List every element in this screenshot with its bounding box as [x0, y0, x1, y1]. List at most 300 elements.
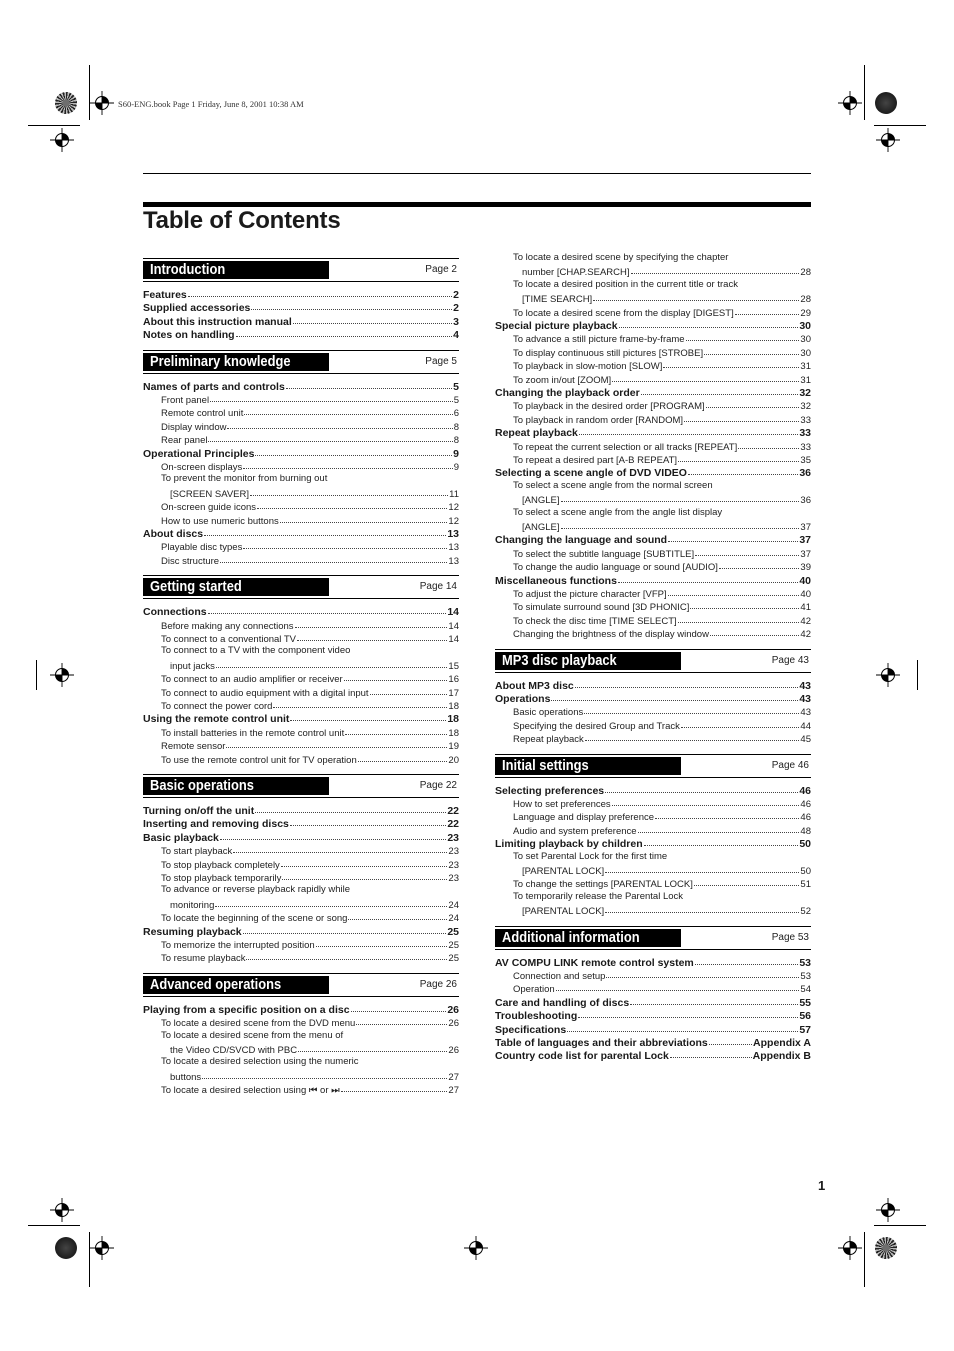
registration-crosshair-icon: [50, 663, 74, 687]
toc-entry-label: AV COMPU LINK remote control system: [495, 956, 694, 969]
toc-entry-label: About discs: [143, 528, 204, 540]
section-header: [143, 575, 459, 599]
dot-leader: [316, 936, 448, 947]
toc-entry-page: 32: [800, 401, 811, 413]
dot-leader: [290, 815, 446, 826]
dot-leader: [690, 598, 799, 609]
toc-entry-label: To playback in slow-motion [SLOW]: [513, 361, 663, 373]
dot-leader: [282, 869, 447, 880]
toc-entry: [161, 752, 459, 766]
dot-leader: [295, 617, 448, 628]
dot-leader: [210, 391, 453, 402]
toc-entry-label: Operational Principles: [143, 447, 255, 460]
dot-leader: [670, 1047, 752, 1058]
dot-leader: [286, 378, 452, 389]
toc-entry-page: 53: [800, 971, 811, 982]
toc-entry: [522, 264, 811, 278]
dot-leader: [220, 552, 447, 563]
toc-entry-page: 37: [800, 548, 811, 560]
dot-leader: [220, 829, 446, 840]
toc-entry-page: 29: [800, 307, 811, 319]
dot-leader: [655, 808, 799, 819]
crop-line: [28, 125, 80, 126]
dot-leader: [605, 862, 799, 873]
dot-leader: [668, 585, 800, 596]
dot-leader: [709, 1034, 752, 1045]
toc-entry: [513, 876, 811, 890]
dot-leader: [584, 703, 799, 714]
toc-entry-label: To resume playback: [161, 953, 246, 965]
toc-entry-page: 19: [448, 741, 459, 753]
toc-entry: [495, 836, 811, 850]
toc-entry: [161, 631, 459, 645]
toc-entry-label: To stop playback completely: [161, 859, 280, 871]
toc-entry-label: Supplied accessories: [143, 302, 251, 315]
toc-entry-page: 40: [799, 574, 811, 587]
section-title-box: [495, 652, 681, 670]
dot-leader: [243, 538, 447, 549]
dot-leader: [688, 464, 798, 475]
toc-entry-page: 41: [800, 602, 811, 614]
registration-crosshair-icon: [464, 1236, 488, 1260]
dot-leader: [345, 724, 447, 735]
toc-entry-label: To zoom in/out [ZOOM]: [513, 374, 612, 386]
toc-entry-page: 9: [453, 462, 459, 473]
toc-entry-label: Features: [143, 289, 187, 301]
section-title: Introduction: [150, 261, 226, 278]
toc-entry-label: number [CHAP.SEARCH]: [522, 267, 630, 279]
toc-entry-label: To memorize the interrupted position: [161, 940, 315, 951]
dot-leader: [612, 371, 799, 382]
toc-entry-page: 30: [800, 347, 811, 359]
toc-entry-label: Limiting playback by children: [495, 838, 643, 851]
section-header: [143, 350, 459, 374]
toc-entry-page: 36: [800, 495, 811, 507]
toc-entry-label: Remote control unit: [161, 408, 244, 420]
section-title-box: [143, 578, 329, 596]
crop-line: [89, 1232, 90, 1287]
toc-entry-label: Repeat playback: [513, 734, 584, 746]
dot-leader: [246, 949, 447, 960]
dot-leader: [202, 1068, 447, 1079]
toc-entry: [495, 465, 811, 479]
toc-entry-page: 12: [448, 502, 459, 514]
toc-entry: [513, 626, 811, 640]
toc-entry-label: About this instruction manual: [143, 315, 292, 328]
dot-leader: [719, 558, 800, 569]
toc-entry-label: To locate a desired selection using the numeric: [161, 1056, 359, 1068]
toc-entry: [161, 1082, 459, 1096]
dot-leader: [243, 458, 452, 469]
dot-leader: [290, 710, 446, 721]
dot-leader: [208, 431, 452, 442]
toc-entry-page: 31: [800, 361, 811, 373]
toc-entry-page: 42: [800, 629, 811, 641]
toc-entry-page: 44: [800, 720, 811, 732]
toc-entry-page: 57: [799, 1023, 811, 1036]
toc-entry-page: 17: [448, 687, 459, 699]
dot-leader: [578, 1007, 798, 1018]
toc-entry-page: 52: [800, 906, 811, 918]
dot-leader: [668, 531, 798, 542]
section-start-page: Page 5: [425, 355, 457, 367]
toc-entry-page: 27: [448, 1071, 459, 1083]
toc-entry-label: monitoring: [170, 899, 215, 911]
dot-leader: [250, 485, 448, 496]
dot-leader: [255, 445, 452, 456]
toc-entry-label: Repeat playback: [495, 427, 578, 440]
dot-leader: [273, 697, 447, 708]
section-title-box: [143, 261, 329, 279]
toc-entry-page: 46: [800, 812, 811, 824]
dot-leader: [606, 967, 799, 978]
dot-leader: [605, 902, 799, 913]
toc-entry-label: How to set preferences: [513, 799, 611, 810]
toc-entry: [161, 553, 459, 567]
registration-crosshair-icon: [50, 128, 74, 152]
toc-entry-label: Specifying the desired Group and Track: [513, 720, 680, 732]
toc-entry-label: input jacks: [170, 660, 215, 672]
color-calibration-disc-icon: [875, 1237, 897, 1259]
toc-entry-page: 4: [453, 329, 459, 342]
registration-crosshair-icon: [876, 663, 900, 687]
toc-entry-label: To advance a still picture frame-by-frame: [513, 334, 685, 346]
crop-line: [36, 660, 37, 690]
toc-entry-page: 56: [799, 1010, 811, 1023]
toc-entry-page: 39: [800, 562, 811, 574]
section-header: [143, 258, 459, 282]
toc-entry: [495, 1035, 811, 1049]
dot-leader: [236, 326, 453, 337]
toc-entry-label: To locate the beginning of the scene or song: [161, 913, 348, 925]
section-header: [143, 774, 459, 798]
toc-entry-label: Table of languages and their abbreviations: [495, 1037, 708, 1049]
dot-leader: [561, 491, 800, 502]
toc-entry: [522, 492, 811, 506]
toc-entry: [170, 1042, 459, 1056]
dot-leader: [351, 1001, 447, 1012]
dot-leader: [293, 313, 452, 324]
toc-entry-page: 25: [448, 953, 459, 965]
crop-line: [917, 660, 918, 690]
toc-entry-page: 51: [800, 879, 811, 891]
dot-leader: [681, 717, 800, 728]
toc-entry-label: To change the settings [PARENTAL LOCK]: [513, 879, 693, 891]
registration-crosshair-icon: [90, 91, 114, 115]
toc-entry-page: 33: [800, 441, 811, 453]
section-title-box: [495, 757, 681, 775]
toc-entry-label: On-screen displays: [161, 462, 243, 473]
toc-entry-label: To locate a desired scene by specifying the chapter: [513, 252, 729, 263]
registration-crosshair-icon: [50, 1198, 74, 1222]
toc-entry-page: 50: [799, 838, 811, 851]
section-title: Additional information: [502, 928, 640, 946]
toc-entry-page: 18: [448, 701, 459, 712]
section-title: Getting started: [150, 578, 242, 596]
toc-entry-label: Before making any connections: [161, 620, 294, 632]
section-start-page: Page 43: [771, 654, 809, 666]
toc-entry-label: To connect to a TV with the component video: [161, 645, 351, 657]
toc-entry-label: [TIME SEARCH]: [522, 294, 593, 306]
toc-entry-label: [ANGLE]: [522, 495, 560, 507]
toc-entry-label: To locate a desired selection using ⏮ or ⏭: [161, 1085, 340, 1097]
color-calibration-disc-icon: [55, 92, 77, 114]
crop-line: [874, 125, 926, 126]
page-title: Table of Contents: [143, 207, 341, 234]
toc-entry-label: [SCREEN SAVER]: [170, 488, 250, 500]
dot-leader: [556, 980, 800, 991]
toc-entry-label: Using the remote control unit: [143, 713, 290, 726]
toc-entry-page: 20: [448, 754, 459, 766]
dot-leader: [251, 299, 452, 310]
section-title: MP3 disc playback: [502, 651, 617, 669]
toc-entry-page: 18: [448, 727, 459, 739]
dot-leader: [706, 397, 800, 408]
toc-entry-label: To repeat the current selection or all tracks [REPEAT]: [513, 441, 738, 453]
toc-entry-page: 43: [799, 679, 811, 692]
dot-leader: [678, 451, 799, 462]
color-calibration-disc-icon: [875, 92, 897, 114]
dot-leader: [370, 684, 448, 695]
toc-entry-page: 6: [453, 408, 459, 420]
toc-entry-label: To connect the power cord: [161, 701, 273, 712]
crop-line: [89, 65, 90, 120]
toc-entry-page: 18: [447, 713, 459, 726]
toc-entry-label: To playback in the desired order [PROGRAM]: [513, 401, 705, 413]
section-title: Basic operations: [150, 777, 254, 794]
toc-entry-label: About MP3 disc: [495, 679, 574, 692]
toc-entry-page: 46: [800, 799, 811, 810]
toc-entry-label: Front panel: [161, 395, 210, 406]
section-start-page: Page 14: [419, 581, 457, 593]
dot-leader: [612, 795, 800, 806]
toc-entry: [161, 459, 459, 473]
toc-entry-page: 23: [448, 859, 459, 871]
toc-entry-label: Specifications: [495, 1023, 567, 1036]
section-start-page: Page 22: [419, 780, 457, 791]
section-header: [495, 754, 811, 778]
toc-entry-page: 22: [447, 818, 459, 831]
section-header: [495, 926, 811, 950]
toc-entry-page: 33: [800, 414, 811, 426]
crop-line: [864, 1232, 865, 1287]
dot-leader: [208, 603, 447, 614]
toc-entry-page: 36: [799, 467, 811, 480]
section-start-page: Page 46: [771, 759, 809, 771]
toc-entry-page: 30: [800, 334, 811, 346]
toc-entry-page: Appendix B: [752, 1050, 811, 1063]
dot-leader: [694, 875, 800, 886]
toc-entry-page: 48: [800, 825, 811, 837]
dot-leader: [204, 525, 446, 536]
toc-entry-page: 26: [447, 1003, 459, 1016]
toc-entry-label: Connections: [143, 606, 207, 619]
toc-entry-label: Audio and system preference: [513, 825, 637, 837]
toc-entry-page: 37: [800, 522, 811, 533]
toc-entry-label: [PARENTAL LOCK]: [522, 866, 605, 877]
dot-leader: [684, 411, 799, 422]
section-start-page: Page 26: [419, 978, 457, 990]
toc-entry-label: Operation: [513, 984, 555, 996]
dot-leader: [631, 263, 800, 274]
toc-entry-page: 13: [447, 528, 459, 540]
toc-entry-page: 28: [800, 294, 811, 306]
dot-leader: [710, 625, 799, 636]
dot-leader: [188, 286, 452, 297]
toc-entry: [161, 870, 459, 884]
dot-leader: [233, 842, 447, 853]
dot-leader: [704, 344, 799, 355]
dot-leader: [695, 954, 799, 965]
toc-entry-label: To connect to audio equipment with a digital input: [161, 687, 369, 699]
toc-entry-page: 30: [799, 320, 811, 332]
dot-leader: [356, 1014, 447, 1025]
toc-entry-label: To set Parental Lock for the first time: [513, 850, 668, 862]
toc-entry-page: 5: [453, 380, 459, 393]
dot-leader: [280, 512, 448, 523]
section-title: Initial settings: [502, 756, 589, 774]
dot-leader: [618, 572, 798, 583]
crop-line: [874, 1225, 926, 1226]
dot-leader: [298, 1041, 447, 1052]
toc-entry-page: 11: [449, 488, 459, 500]
dot-leader: [630, 994, 798, 1005]
toc-entry-label: To select the subtitle language [SUBTITLE]: [513, 548, 695, 560]
toc-entry-label: To connect to a conventional TV: [161, 634, 297, 645]
toc-entry-label: To locate a desired scene from the menu of: [161, 1029, 344, 1041]
toc-entry-label: Resuming playback: [143, 925, 242, 938]
section-header: [143, 973, 459, 997]
toc-entry-label: To locate a desired scene from the display [DIGEST]: [513, 307, 734, 319]
toc-entry-label: To check the disc time [TIME SELECT]: [513, 615, 677, 627]
section-title-box: [143, 353, 329, 371]
toc-entry-page: 35: [800, 455, 811, 466]
toc-entry-page: 9: [453, 447, 459, 460]
toc-entry-page: 23: [448, 873, 459, 884]
toc-entry-page: 42: [800, 615, 811, 627]
dot-leader: [567, 1021, 798, 1032]
toc-entry-label: To adjust the picture character [VFP]: [513, 589, 667, 600]
toc-entry-page: 45: [800, 734, 811, 746]
toc-entry-page: 14: [448, 620, 459, 632]
toc-entry-label: Selecting a scene angle of DVD VIDEO: [495, 467, 687, 480]
toc-entry-label: Notes on handling: [143, 329, 235, 342]
toc-entry-label: Country code list for parental Lock: [495, 1050, 669, 1063]
toc-entry-page: 14: [448, 634, 459, 645]
toc-entry-page: 33: [799, 427, 811, 440]
registration-crosshair-icon: [876, 128, 900, 152]
toc-entry-page: 53: [799, 956, 811, 969]
toc-entry-label: Playing from a specific position on a disc: [143, 1003, 350, 1016]
dot-leader: [257, 498, 447, 509]
toc-entry-label: Selecting preferences: [495, 784, 605, 797]
toc-entry-label: Connection and setup: [513, 971, 606, 982]
toc-entry-page: 5: [453, 395, 459, 406]
toc-entry-label: [ANGLE]: [522, 522, 560, 533]
dot-leader: [735, 304, 800, 315]
toc-entry-page: 27: [448, 1085, 459, 1097]
toc-entry-page: 24: [448, 913, 459, 925]
toc-entry-label: To start playback: [161, 846, 233, 858]
book-header-meta: S60-ENG.book Page 1 Friday, June 8, 2001 10:38 AM: [118, 99, 304, 109]
toc-entry-page: 12: [448, 515, 459, 527]
section-start-page: Page 53: [771, 931, 809, 943]
toc-entry-label: To advance or reverse playback rapidly while: [161, 884, 351, 896]
dot-leader: [575, 677, 799, 688]
dot-leader: [695, 545, 799, 556]
toc-entry-page: 43: [799, 693, 811, 705]
dot-leader: [281, 856, 448, 867]
dot-leader: [551, 690, 798, 701]
toc-entry-label: Display window: [161, 421, 227, 433]
toc-entry-label: To repeat a desired part [A-B REPEAT]: [513, 455, 678, 466]
dot-leader: [585, 730, 800, 741]
toc-entry: [495, 1022, 811, 1036]
section-title: Preliminary knowledge: [150, 352, 291, 370]
toc-entry-label: Changing the language and sound: [495, 534, 668, 547]
dot-leader: [738, 438, 799, 449]
section-title-box: [495, 929, 681, 947]
toc-entry-page: 23: [448, 846, 459, 858]
toc-entry-page: 25: [448, 940, 459, 951]
section-title-box: [143, 777, 329, 795]
toc-entry-page: 22: [447, 805, 459, 817]
toc-entry-label: Rear panel: [161, 435, 208, 447]
toc-entry-label: Turning on/off the unit: [143, 805, 255, 817]
toc-entry-label: [PARENTAL LOCK]: [522, 906, 605, 918]
toc-entry: [161, 1015, 459, 1029]
section-start-page: Page 2: [425, 264, 457, 275]
toc-entry-label: Troubleshooting: [495, 1010, 578, 1023]
toc-entry-label: To select a scene angle from the normal screen: [513, 479, 713, 491]
toc-entry-label: To change the audio language or sound [AUDIO]: [513, 562, 718, 574]
toc-entry-page: 31: [800, 374, 811, 386]
toc-entry-label: Care and handling of discs: [495, 996, 630, 1009]
toc-entry: [513, 731, 811, 745]
toc-entry-page: 2: [453, 302, 459, 315]
section-title: Advanced operations: [150, 975, 282, 993]
crop-line: [864, 65, 865, 120]
registration-crosshair-icon: [876, 1198, 900, 1222]
toc-entry-page: 2: [453, 289, 459, 301]
toc-entry-label: On-screen guide icons: [161, 502, 257, 514]
toc-entry-label: Changing the brightness of the display window: [513, 629, 709, 641]
section-title-box: [143, 976, 329, 994]
toc-entry-page: 16: [448, 674, 459, 686]
toc-entry-label: To display continuous still pictures [STROBE]: [513, 347, 704, 359]
toc-entry-label: Inserting and removing discs: [143, 818, 289, 831]
toc-entry-page: 50: [800, 866, 811, 877]
toc-entry-label: Operations: [495, 693, 551, 705]
toc-entry-label: Playable disc types: [161, 542, 243, 554]
toc-entry-label: Remote sensor: [161, 741, 226, 753]
toc-entry-label: To simulate surround sound [3D PHONIC]: [513, 602, 690, 614]
dot-leader: [678, 612, 800, 623]
toc-entry-label: To connect to an audio amplifier or receiver: [161, 674, 343, 686]
toc-entry-label: How to use numeric buttons: [161, 515, 279, 527]
toc-entry-page: 55: [799, 996, 811, 1009]
toc-entry-label: buttons: [170, 1071, 202, 1083]
registration-crosshair-icon: [838, 91, 862, 115]
toc-entry-page: 23: [447, 831, 459, 844]
toc-entry-label: Basic playback: [143, 831, 219, 844]
toc-entry-page: 24: [448, 899, 459, 911]
dot-leader: [348, 909, 447, 920]
toc-entry-page: 3: [453, 315, 459, 328]
toc-entry-label: To prevent the monitor from burning out: [161, 473, 328, 485]
toc-entry-page: 43: [800, 707, 811, 719]
registration-crosshair-icon: [90, 1236, 114, 1260]
